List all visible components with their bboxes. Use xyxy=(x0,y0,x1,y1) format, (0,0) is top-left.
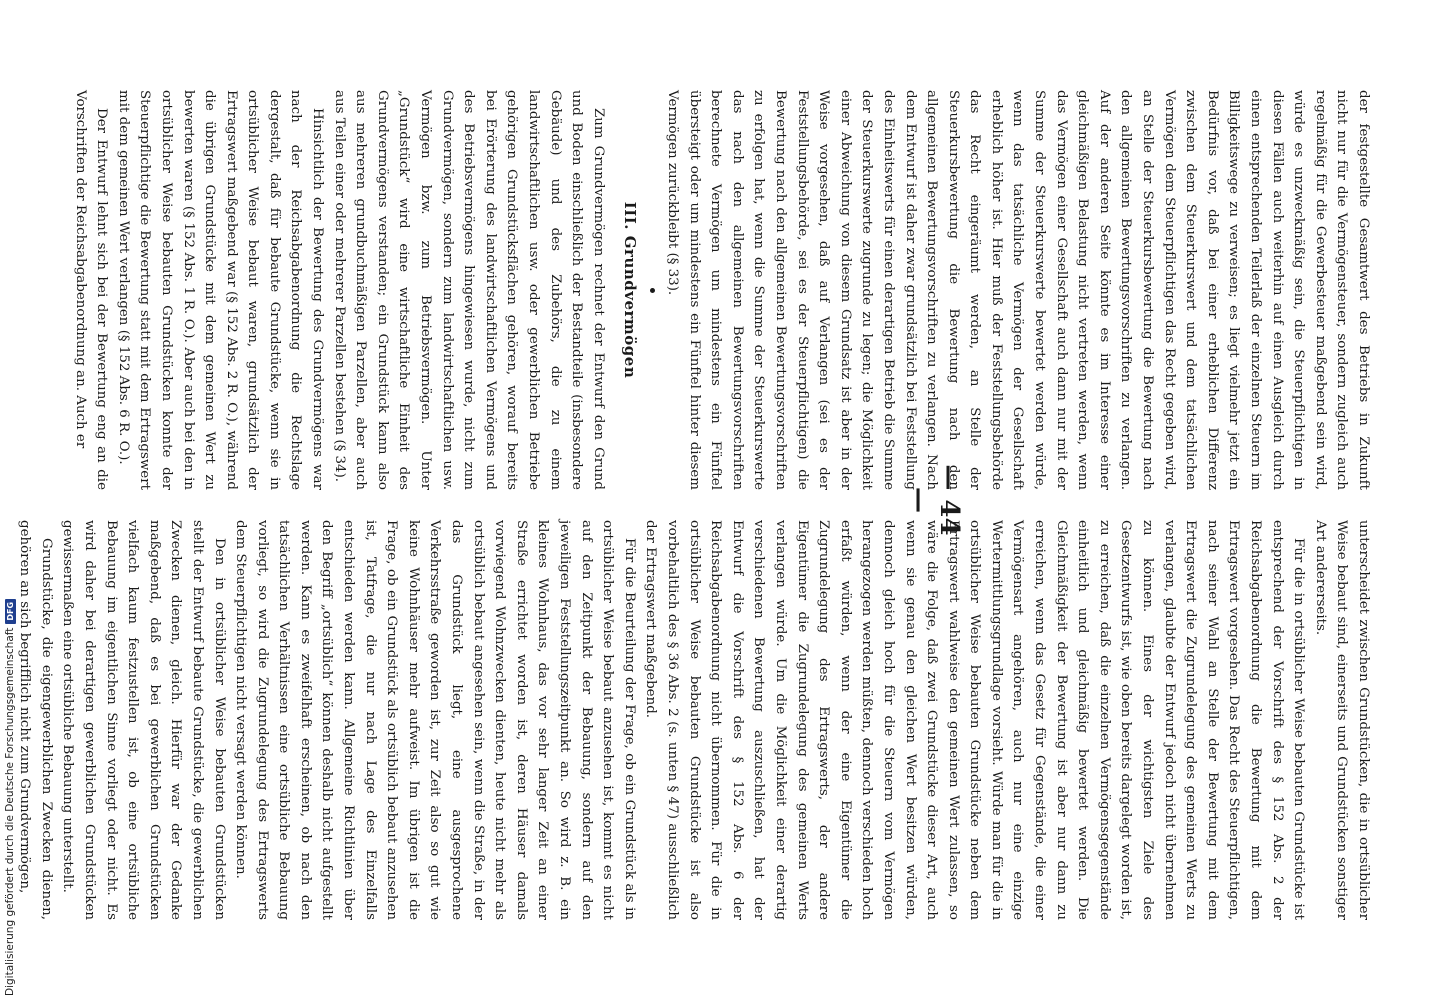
paragraph: Der Entwurf lehnt sich bei der Bewertung eng an die Vorschriften der Reichsabgabenordnung an. Auch er xyxy=(72,90,110,490)
text-column-first xyxy=(69,90,1374,490)
separator-dot xyxy=(650,288,655,293)
paragraph: Zum Grundvermögen rechnet der Entwurf den Grund und Boden einschließlich der Bestandteile (insbesondere Gebäude) und des Zubehörs, die zu einem landwirtschaftlichen usw. oder gewerblichen Betriebe gehörigen Grundstücksflächen gehören, worauf bereits bei Erörterung des landwirtschaftlichen Vermögens und des Betriebsvermögens hingewiesen wurde, nicht zum Grundvermögen, sondern zum landwirtschaftlichen usw. Vermögen bzw. zum Betriebsvermögen. Unter „Grundstück“ wird eine wirtschaftliche Einheit des Grundvermögens verstanden; ein Grundstück kann also aus mehreren grundbuchmäßigen Parzellen, aber auch aus Teilen einer oder mehrerer Parzellen bestehen (§ 34). xyxy=(331,90,606,490)
dfg-logo: DFG xyxy=(5,599,16,624)
page-number: — 44 — xyxy=(904,464,964,536)
paragraph: Für die Beurteilung der Frage, ob ein Grundstück als in ortsüblicher Weise bebaut anzusehen ist, kommt es nicht auf den Zeitpunkt der Bebauung, sondern auf den jeweiligen Feststellungszeitpunkt an. So wird z. B. ein kleines Wohnhaus, das vor sehr langer Zeit an einer Straße errichtet worden ist, deren Häuser damals vorwiegend Wohnzwecken dienten, heute nicht mehr als ortsüblich bebaut angesehen sein, wenn die Straße, in der das Grundstück liegt, eine ausgesprochene Verkehrsstraße geworden ist, zur Zeit also so gut wie keine Wohnhäuser mehr aufweist. Im übrigen ist die Frage, ob ein Grundstück als ortsüblich bebaut anzusehen ist, Tatfrage, die nur nach Lage des Einzelfalls entschieden werden kann. Allgemeine Richtlinien über den Begriff „ortsüblich“ können deshalb nicht aufgestellt werden. Kann es zweifelhaft erscheinen, ob nach den tatsächlichen Verhältnissen eine ortsübliche Bebauung vorliegt, so wird die Zugrundelegung des Ertragswerts dem Steuerpflichtigen nicht versagt werden können. xyxy=(233,520,637,920)
credit-text: Digitalisierung gefördert durch die Deutsche Forschungsgemeinschaft xyxy=(4,627,16,996)
paragraph: Den in ortsüblicher Weise bebauten Grundstücken stellt der Entwurf bebaute Grundstücke, die gewerblichen Zwecken dienen, gleich. Hierfür war der Gedanke maßgebend, daß es bei gewerblichen Grundstücken vielfach kaum festzustellen ist, ob eine ortsübliche Bebauung im eigentlichen Sinne vorliegt oder nicht. Es wird daher bei derartigen gewerblichen Grundstücken gewissermaßen eine ortsübliche Bebauung unterstellt. xyxy=(60,520,227,920)
paragraph: der festgestellte Gesamtwert des Betriebs in Zukunft nicht nur für die Vermögensteuer, sondern zugleich auch regelmäßig für die Gewerbesteuer maßgebend sein wird, würde es unzweckmäßig sein, die Steuerpflichtigen in diesen Fällen auch weiterhin auf einen Ausgleich durch einen entsprechenden Teilerlaß der einzelnen Steuern im Billigkeitswege zu verweisen; es liegt vielmehr jetzt ein Bedürfnis vor, daß bei einer erheblichen Differenz zwischen dem Steuerkurswert und dem tatsächlichen Vermögen dem Steuerpflichtigen das Recht gegeben wird, an Stelle der Steuerkursbewertung die Bewertung nach den allgemeinen Bewertungsvorschriften zu verlangen. Auf der anderen Seite könnte es im Interesse einer gleichmäßigen Belastung nicht vertreten werden, wenn das Vermögen einer Gesellschaft auch dann nur mit der Summe der Steuerkurswerte bewertet werden würde, wenn das tatsächliche Vermögen der Gesellschaft erheblich höher ist. Hier muß der Feststellungsbehörde das Recht eingeräumt werden, an Stelle der Steuerkursbewertung die Bewertung nach den allgemeinen Bewertungsvorschriften zu verlangen. Nach dem Entwurf ist daher zwar grundsätzlich bei Feststellung des Einheitswerts für einen derartigen Betrieb die Summe der Steuerkurswerte zugrunde zu legen; die Möglichkeit einer Abweichung von diesem Grundsatz ist aber in der Weise vorgesehen, daß auf Verlangen (sei es der Feststellungsbehörde, sei es der Steuerpflichtigen) die Bewertung nach den allgemeinen Bewertungsvorschriften zu erfolgen hat, wenn die Summe der Steuerkurswerte das nach den allgemeinen Bewertungsvorschriften berechnete Vermögen um mindestens ein Fünftel übersteigt oder um mindestens ein Fünftel hinter diesem Vermögen zurückbleibt (§ 33). xyxy=(665,90,1371,491)
paragraph: Grundstücke, die eigengewerblichen Zwecken dienen, gehören an sich begrifflich nicht zum Grundvermögen, xyxy=(17,520,54,920)
paragraph: Für die in ortsüblicher Weise bebauten Grundstücke ist entsprechend der Vorschrift des § 152 Abs. 2 der Reichsabgabenordnung die Bewertung mit dem Ertragswert vorgesehen. Das Recht des Steuerpflichtigen, nach seiner Wahl an Stelle der Bewertung mit dem Ertragswert die Zugrundelegung des gemeinen Werts zu verlangen, glaubte der Entwurf jedoch nicht übernehmen zu können. Eines der wichtigsten Ziele des Gesetzentwurfs ist, wie oben bereits dargelegt worden ist, zu erreichen, daß die einzelnen Vermögensgegenstände einheitlich und gleichmäßig bewertet werden. Die Gleichmäßigkeit der Bewertung ist aber nur dann zu erreichen, wenn das Gesetz für Gegenstände, die einer Vermögensart angehören, auch nur eine einzige Wertermittlungsgrundlage vorsieht. Würde man für die in ortsüblicher Weise bebauten Grundstücke neben dem Ertragswert wahlweise den gemeinen Wert zulassen, so wäre die Folge, daß zwei Grundstücke dieser Art, auch wenn sie genau den gleichen Wert besitzen würden, dennoch gleich hoch für die Steuern vom Vermögen herangezogen werden müßten, dennoch verschieden hoch erfaßt würden, wenn der eine Eigentümer die Zugrundelegung des Ertragswerts, der andere Eigentümer die Zugrundelegung des gemeinen Werts verlangen würde. Um die Möglichkeit einer derartig verschiedenen Bewertung auszuschließen, hat der Entwurf die Vorschrift des § 152 Abs. 6 der Reichsabgabenordnung nicht übernommen. Für die in ortsüblicher Weise bebauten Grundstücke ist also vorbehaltlich des § 36 Abs. 2 (s. unten § 47) ausschließlich der Ertragswert maßgebend. xyxy=(643,520,1307,920)
text-column-second xyxy=(14,520,1374,920)
digitization-credit xyxy=(0,0,28,1000)
paragraph: unterscheidet zwischen Grundstücken, die in ortsüblicher Weise bebaut sind, einerseits und Grundstücken sonstiger Art andererseits. xyxy=(1312,520,1371,920)
text-block-second xyxy=(14,520,1374,920)
section-heading: III. Grundvermögen xyxy=(621,201,640,379)
text-block-first xyxy=(69,90,1374,490)
paragraph: Hinsichtlich der Bewertung des Grundvermögens war nach der Reichsabgabenordnung die Rechtslage dergestalt, daß für bebaute Grundstücke, wenn sie in ortsüblicher Weise bebaut waren, grundsätzlich der Ertragswert maßgebend war (§ 152 Abs. 2 R. O.), während die übrigen Grundstücke mit dem gemeinen Wert zu bewerten waren (§ 152 Abs. 1 R. O.). Aber auch bei den in ortsüblicher Weise bebauten Grundstücken konnte der Steuerpflichtige die Bewertung statt mit dem Ertragswert mit dem gemeinen Wert verlangen (§ 152 Abs. 6 R. O.). xyxy=(115,90,326,490)
